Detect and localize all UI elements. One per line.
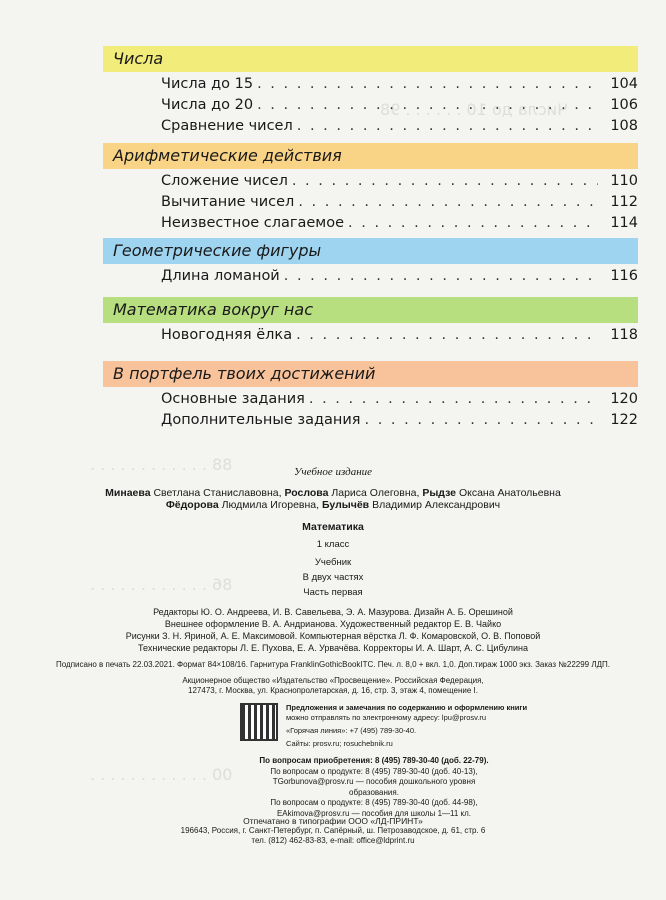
toc-section [103, 143, 638, 236]
section-title: В портфель твоих достижений [103, 361, 638, 387]
entry-title: Числа до 20 [161, 97, 254, 113]
section-title: Геометрические фигуры [103, 238, 638, 264]
toc-section [103, 46, 638, 139]
publisher-line: 127473, г. Москва, ул. Краснопролетарская, д. 16, стр. 3, этаж 4, помещение I. [188, 686, 478, 695]
feedback-line: Предложения и замечания по содержанию и оформлению книги [286, 703, 528, 712]
contact-line: TGorbunova@prosv.ru — пособия дошкольного уровня образования. [272, 777, 476, 797]
printer-info [0, 816, 666, 846]
entry-page: 118 [610, 327, 638, 343]
entry-title: Новогодняя ёлка [161, 327, 293, 343]
section-title: Числа [103, 46, 638, 72]
printer-line: Отпечатано в типографии ООО «ЛД-ПРИНТ» [243, 816, 423, 826]
qr-code [240, 703, 278, 741]
dot-leader [348, 215, 598, 231]
toc-section [103, 361, 638, 433]
authors-line-2: Фёдорова Людмила Игоревна, Булычёв Владимир Александрович [165, 499, 501, 511]
author-name: Лариса Олеговна [331, 487, 417, 499]
entry-page: 108 [610, 118, 638, 134]
author-surname: Рослова [284, 487, 329, 499]
dot-leader [257, 97, 598, 113]
entry-page: 120 [610, 391, 638, 407]
entry-title: Сравнение чисел [161, 118, 293, 134]
toc-section [103, 297, 638, 348]
contact-line: По вопросам о продукте: 8 (495) 789-30-40 (доб. 40-13), [270, 766, 478, 776]
author-surname: Минаева [105, 487, 151, 499]
entry-page: 114 [610, 215, 638, 231]
credit-line: Внешнее оформление В. А. Андриановa. Художественный редактор Е. В. Чайко [164, 619, 502, 629]
credit-line: Редакторы Ю. О. Андреева, И. В. Савельева, Э. А. Мазурова. Дизайн А. Б. Орешиной [153, 607, 513, 617]
author-name: Людмила Игоревна [221, 499, 317, 511]
toc-entry [161, 327, 638, 348]
entry-page: 106 [610, 97, 638, 113]
dot-leader [365, 412, 599, 428]
entry-title: Числа до 15 [161, 76, 254, 92]
dot-leader [284, 268, 598, 284]
entry-title: Сложение чисел [161, 173, 288, 189]
dot-leader [292, 173, 598, 189]
toc-entry [161, 173, 638, 194]
feedback-line: «Горячая линия»: +7 (495) 789-30-40. [286, 726, 417, 735]
entry-title: Дополнительные задания [161, 412, 361, 428]
author-surname: Булычёв [322, 499, 370, 511]
colophon [0, 466, 666, 696]
toc-entry [161, 412, 638, 433]
section-title: Математика вокруг нас [103, 297, 638, 323]
print-info: Подписано в печать 22.03.2021. Формат 84×108/16. Гарнитура FranklinGothicBookITC. Печ. л. 8,0 + вкл. 1,0. Доп.тираж 1000 экз. Заказ №22299 ЛДП. [56, 660, 610, 669]
toc-entry [161, 215, 638, 236]
toc-entry [161, 268, 638, 289]
dot-leader [297, 118, 598, 134]
credit-line: Технические редакторы Л. Е. Пухова, Е. А. Урвачёва. Корректоры И. А. Шарт, А. С. Цибулина [138, 643, 528, 653]
toc-entry [161, 97, 638, 118]
entry-title: Вычитание чисел [161, 194, 295, 210]
toc-entry [161, 118, 638, 139]
bleed-through-text: 00 . . . . . . . . . . . . [90, 765, 233, 784]
toc-entry [161, 76, 638, 97]
section-title: Арифметические действия [103, 143, 638, 169]
author-name: Оксана Анатольевна [458, 487, 561, 499]
bleed-through-text: 88 . . . . . . . . . . . . [90, 455, 233, 474]
contact-line: По вопросам о продукте: 8 (495) 789-30-40 (доб. 44-98), [270, 798, 478, 807]
dot-leader [296, 327, 598, 343]
entry-page: 122 [610, 412, 638, 428]
contacts [254, 756, 494, 819]
toc-entry [161, 391, 638, 412]
entry-page: 116 [610, 268, 638, 284]
entry-page: 110 [610, 173, 638, 189]
book-subject: Математика [302, 521, 364, 533]
entry-title: Длина ломаной [161, 268, 280, 284]
entry-page: 104 [610, 76, 638, 92]
entry-title: Основные задания [161, 391, 305, 407]
dot-leader [298, 194, 598, 210]
book-type: Учебник [314, 557, 352, 568]
author-surname: Рыдзе [422, 487, 457, 499]
entry-page: 112 [610, 194, 638, 210]
publisher-line: Акционерное общество «Издательство «Просвещение». Российская Федерация, [182, 676, 484, 685]
edition-label: Учебное издание [293, 466, 373, 478]
bleed-through-text: 86 . . . . . . . . . . . . [90, 575, 233, 594]
bleed-through-text: Числа до 10 . . . . . . 98 [380, 100, 569, 119]
dot-leader [257, 76, 598, 92]
authors-line-1: Минаева Светлана Станиславовна, Рослова Лариса Олеговна, Рыдзе Оксана Анатольевна [105, 487, 561, 499]
toc-section [103, 238, 638, 289]
printer-line: 196643, Россия, г. Санкт-Петербург, п. Сапёрный, ш. Петрозаводское, д. 61, стр. 6 [180, 826, 486, 835]
author-name: Владимир Александрович [372, 499, 501, 511]
book-grade: 1 класс [316, 539, 350, 550]
contact-line: EAkimova@prosv.ru — пособия для школы 1—11 кл. [276, 808, 472, 818]
author-surname: Фёдорова [165, 499, 219, 511]
author-name: Светлана Станиславовна [153, 487, 279, 499]
dot-leader [309, 391, 598, 407]
contact-line: По вопросам приобретения: 8 (495) 789-30-40 (доб. 22-79). [259, 756, 489, 765]
entry-title: Неизвестное слагаемое [161, 215, 345, 231]
feedback-line: Сайты: prosv.ru; rosuchebnik.ru [286, 739, 393, 748]
feedback-line: можно отправлять по электронному адресу: lpu@prosv.ru [286, 713, 487, 722]
printer-line: тел. (812) 462-83-83, e-mail: office@ldprint.ru [251, 836, 415, 845]
feedback-info [286, 703, 527, 749]
toc-entry [161, 194, 638, 215]
book-parts: В двух частях [302, 572, 364, 583]
book-part: Часть первая [303, 587, 363, 598]
credit-line: Рисунки З. Н. Яриной, А. Е. Максимовой. Компьютерная вёрстка Л. Ф. Комаровской, О. В. Поповой [125, 631, 541, 641]
